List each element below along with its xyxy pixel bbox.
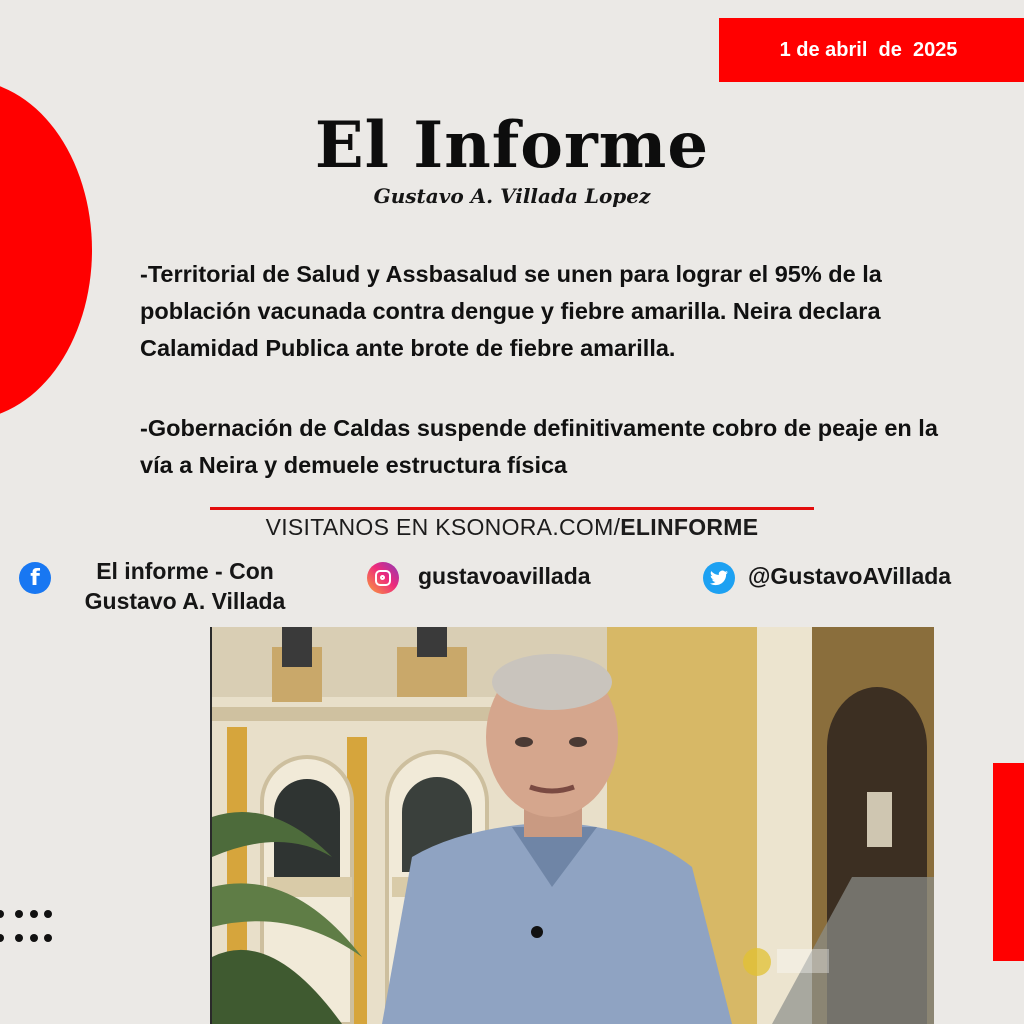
news-list xyxy=(140,256,970,527)
website-prefix: VISITANOS EN KSONORA.COM/ xyxy=(265,514,621,540)
page-title: El Informe xyxy=(314,108,710,183)
facebook-label-line1: El informe - Con xyxy=(96,558,274,584)
facebook-icon[interactable]: f xyxy=(19,562,51,594)
website-link[interactable] xyxy=(0,514,1024,541)
news-photo xyxy=(210,627,934,1024)
divider xyxy=(210,507,814,510)
facebook-label[interactable] xyxy=(55,556,315,616)
decorative-dots xyxy=(0,907,60,947)
instagram-handle[interactable]: gustavoavillada xyxy=(418,563,591,589)
news-item: -Territorial de Salud y Assbasalud se unen para lograr el 95% de la población vacunada contra dengue y fiebre amarilla. Neira declara Calamidad Publica ante brote de fiebre amarilla. xyxy=(140,261,882,361)
author-signature: Gustavo A. Villada Lopez xyxy=(373,184,651,208)
website-highlight: ELINFORME xyxy=(620,514,759,540)
date-banner: 1 de abril de 2025 xyxy=(719,18,1024,82)
facebook-label-line2: Gustavo A. Villada xyxy=(84,588,286,614)
twitter-handle[interactable]: @GustavoAVillada xyxy=(748,563,952,589)
instagram-icon[interactable] xyxy=(367,562,399,594)
twitter-icon[interactable] xyxy=(703,562,735,594)
news-item: -Gobernación de Caldas suspende definitivamente cobro de peaje en la vía a Neira y demuele estructura física xyxy=(140,415,938,478)
decorative-red-bar xyxy=(993,763,1024,961)
